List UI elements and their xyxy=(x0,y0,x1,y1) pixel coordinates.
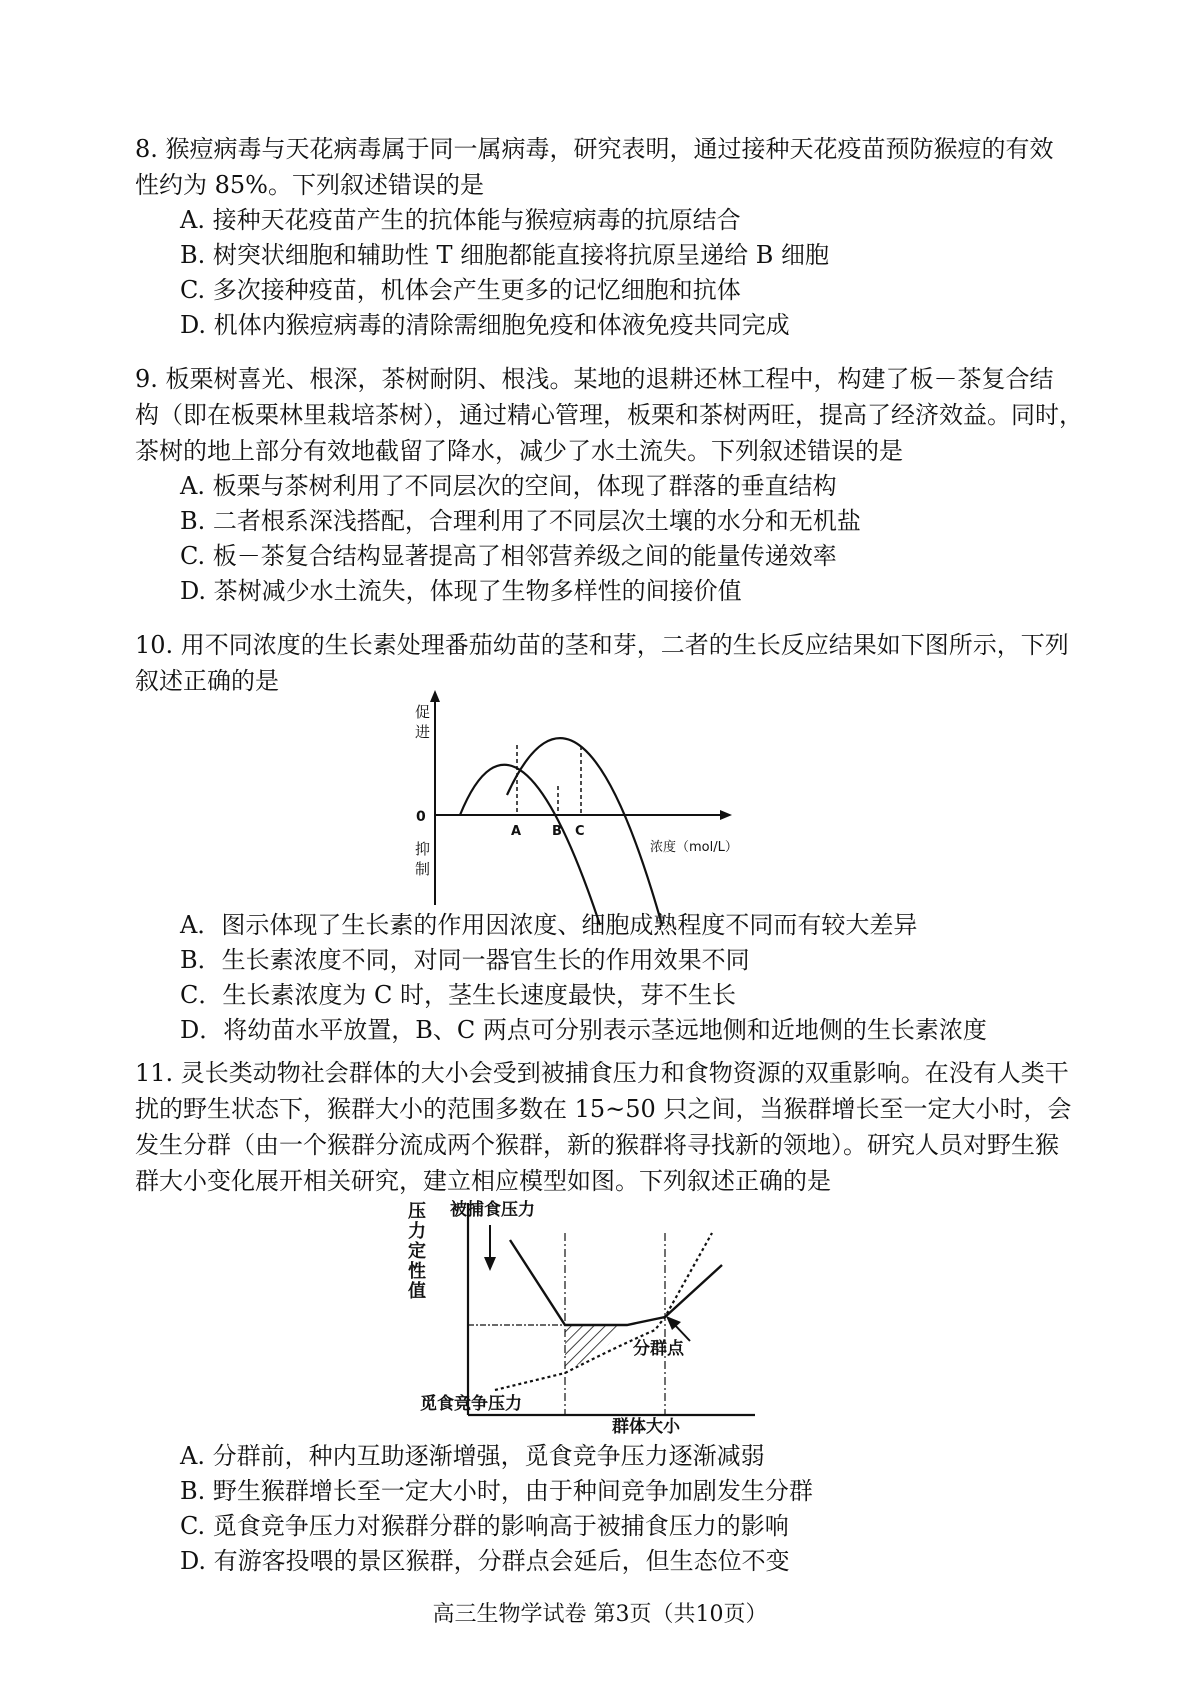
q11-stem-line1: 11. 灵长类动物社会群体的大小会受到被捕食压力和食物资源的双重影响。在没有人类干 xyxy=(135,1059,1069,1087)
predation-arrowhead xyxy=(484,1257,496,1271)
predation-pressure-label: 被捕食压力 xyxy=(450,1200,535,1220)
split-point-label: 分群点 xyxy=(633,1339,684,1359)
q10-option-a: A．图示体现了生长素的作用因浓度、细胞成熟程度不同而有较大差异 xyxy=(180,911,918,939)
q8-option-d: D. 机体内猴痘病毒的清除需细胞免疫和体液免疫共同完成 xyxy=(180,311,790,339)
q10-option-c: C．生长素浓度为 C 时，茎生长速度最快，芽不生长 xyxy=(180,981,736,1009)
q10-x-arrow xyxy=(720,810,732,820)
q9-stem-line2: 构（即在板栗林里栽培茶树），通过精心管理，板栗和茶树两旺，提高了经济效益。同时， xyxy=(135,401,1083,429)
predation-pressure-curve xyxy=(510,1240,722,1325)
q8-option-a: A. 接种天花疫苗产生的抗体能与猴痘病毒的抗原结合 xyxy=(180,206,741,234)
q9-option-c: C. 板－茶复合结构显著提高了相邻营养级之间的能量传递效率 xyxy=(180,542,837,570)
point-c-label: C xyxy=(575,824,585,839)
troop-size-model-figure xyxy=(408,1195,770,1437)
q11-option-b: B. 野生猴群增长至一定大小时，由于种间竞争加剧发生分群 xyxy=(180,1477,813,1505)
q8-option-c: C. 多次接种疫苗，机体会产生更多的记忆细胞和抗体 xyxy=(180,276,741,304)
q8-stem-line1: 8. 猴痘病毒与天花病毒属于同一属病毒，研究表明，通过接种天花疫苗预防猴痘的有效 xyxy=(135,135,1054,163)
q11-stem-line2: 扰的野生状态下，猴群大小的范围多数在 15~50 只之间，当猴群增长至一定大小时，会 xyxy=(135,1095,1072,1123)
q10-option-b: B．生长素浓度不同，对同一器官生长的作用效果不同 xyxy=(180,946,750,974)
q11-stem-line3: 发生分群（由一个猴群分流成两个猴群，新的猴群将寻找新的领地）。研究人员对野生猴 xyxy=(135,1131,1059,1159)
point-a-label: A xyxy=(511,824,522,839)
q11-option-c: C. 觅食竞争压力对猴群分群的影响高于被捕食压力的影响 xyxy=(180,1512,789,1540)
q11-option-d: D. 有游客投喂的景区猴群，分群点会延后，但生态位不变 xyxy=(180,1547,790,1575)
q11-ylabel-3: 定 xyxy=(408,1241,426,1262)
foraging-competition-curve xyxy=(495,1233,712,1390)
bud-curve xyxy=(460,765,600,925)
point-b-label: B xyxy=(552,824,562,839)
q10-stem-line2: 叙述正确的是 xyxy=(135,667,279,695)
q11-stem-line4: 群大小变化展开相关研究，建立相应模型如图。下列叙述正确的是 xyxy=(135,1167,831,1195)
q10-y-arrow xyxy=(430,690,440,702)
q9-stem-line3: 茶树的地上部分有效地截留了降水，减少了水土流失。下列叙述错误的是 xyxy=(135,437,903,465)
q9-option-d: D. 茶树减少水土流失，体现了生物多样性的间接价值 xyxy=(180,577,742,605)
q9-option-a: A. 板栗与茶树利用了不同层次的空间，体现了群落的垂直结构 xyxy=(180,472,837,500)
q10-ylabel-inhibit-2: 制 xyxy=(415,860,431,878)
q10-ylabel-inhibit-1: 抑 xyxy=(415,840,431,858)
q10-zero-label: 0 xyxy=(416,809,426,825)
q9-option-b: B. 二者根系深浅搭配，合理利用了不同层次土壤的水分和无机盐 xyxy=(180,507,861,535)
q8-stem-line2: 性约为 85%。下列叙述错误的是 xyxy=(135,171,484,199)
q10-option-d: D．将幼苗水平放置，B、C 两点可分别表示茎远地侧和近地侧的生长素浓度 xyxy=(180,1016,987,1044)
q9-stem-line1: 9. 板栗树喜光、根深，茶树耐阴、根浅。某地的退耕还林工程中，构建了板－茶复合结 xyxy=(135,365,1054,393)
q11-ylabel-1: 压 xyxy=(408,1201,426,1222)
q10-ylabel-promote-2: 进 xyxy=(415,723,431,741)
q11-ylabel-2: 力 xyxy=(408,1221,426,1242)
foraging-competition-label: 觅食竞争压力 xyxy=(420,1394,522,1414)
auxin-response-figure xyxy=(400,690,740,910)
q8-option-b: B. 树突状细胞和辅助性 T 细胞都能直接将抗原呈递给 B 细胞 xyxy=(180,241,830,269)
q10-ylabel-promote-1: 促 xyxy=(415,703,431,721)
q11-option-a: A. 分群前，种内互助逐渐增强，觅食竞争压力逐渐减弱 xyxy=(180,1442,765,1470)
page-footer: 高三生物学试卷 第3页（共10页） xyxy=(432,1602,768,1627)
q10-x-axis-label: 浓度（mol/L） xyxy=(650,840,738,855)
hatched-region xyxy=(565,1325,627,1373)
q11-x-axis-label: 群体大小 xyxy=(612,1417,680,1437)
q10-stem-line1: 10. 用不同浓度的生长素处理番茄幼苗的茎和芽，二者的生长反应结果如下图所示，下列 xyxy=(135,631,1069,659)
q11-ylabel-5: 值 xyxy=(408,1281,426,1302)
q11-ylabel-4: 性 xyxy=(408,1261,426,1282)
